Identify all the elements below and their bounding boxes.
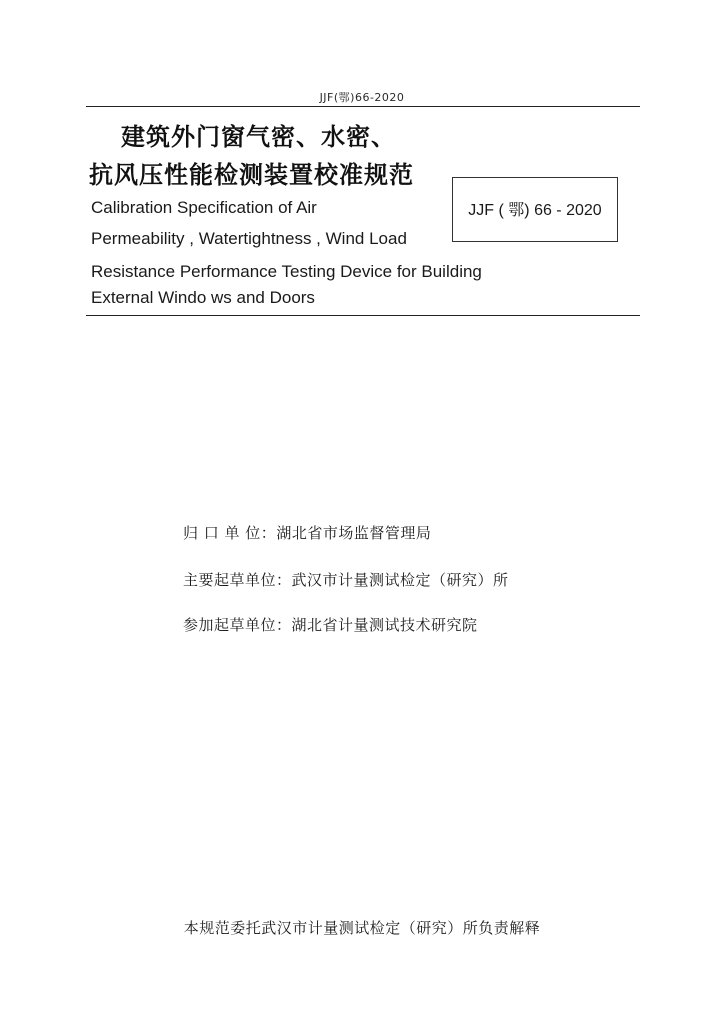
title-english-line-2: Permeability , Watertightness , Wind Load xyxy=(91,229,407,248)
title-english-line-3: Resistance Performance Testing Device for Building xyxy=(91,262,482,281)
main-drafting-unit-value: 武汉市计量测试检定（研究）所 xyxy=(291,571,509,589)
title-chinese-line-2: 抗风压性能检测装置校准规范 xyxy=(89,161,414,189)
bottom-divider xyxy=(86,315,640,316)
responsible-unit-label: 归 口 单 位： xyxy=(183,524,277,542)
specification-code-box xyxy=(452,177,618,242)
participating-drafting-unit-row xyxy=(183,614,478,635)
main-drafting-unit-label: 主要起草单位： xyxy=(183,571,292,589)
specification-code: JJF ( 鄂) 66 - 2020 xyxy=(468,202,602,219)
title-english-line-4: External Windo ws and Doors xyxy=(91,288,315,307)
title-english-line-1: Calibration Specification of Air xyxy=(91,198,317,217)
header-document-code: JJF(鄂)66-2020 xyxy=(319,91,405,104)
responsible-unit-row xyxy=(183,522,431,543)
participating-drafting-unit-value: 湖北省计量测试技术研究院 xyxy=(291,616,478,634)
main-drafting-unit-row xyxy=(183,569,509,590)
title-chinese-line-1: 建筑外门窗气密、水密、 xyxy=(121,123,396,151)
participating-drafting-unit-label: 参加起草单位： xyxy=(183,616,292,634)
responsible-unit-value: 湖北省市场监督管理局 xyxy=(276,524,432,542)
interpretation-note: 本规范委托武汉市计量测试检定（研究）所负责解释 xyxy=(183,919,541,937)
top-divider xyxy=(86,106,640,107)
